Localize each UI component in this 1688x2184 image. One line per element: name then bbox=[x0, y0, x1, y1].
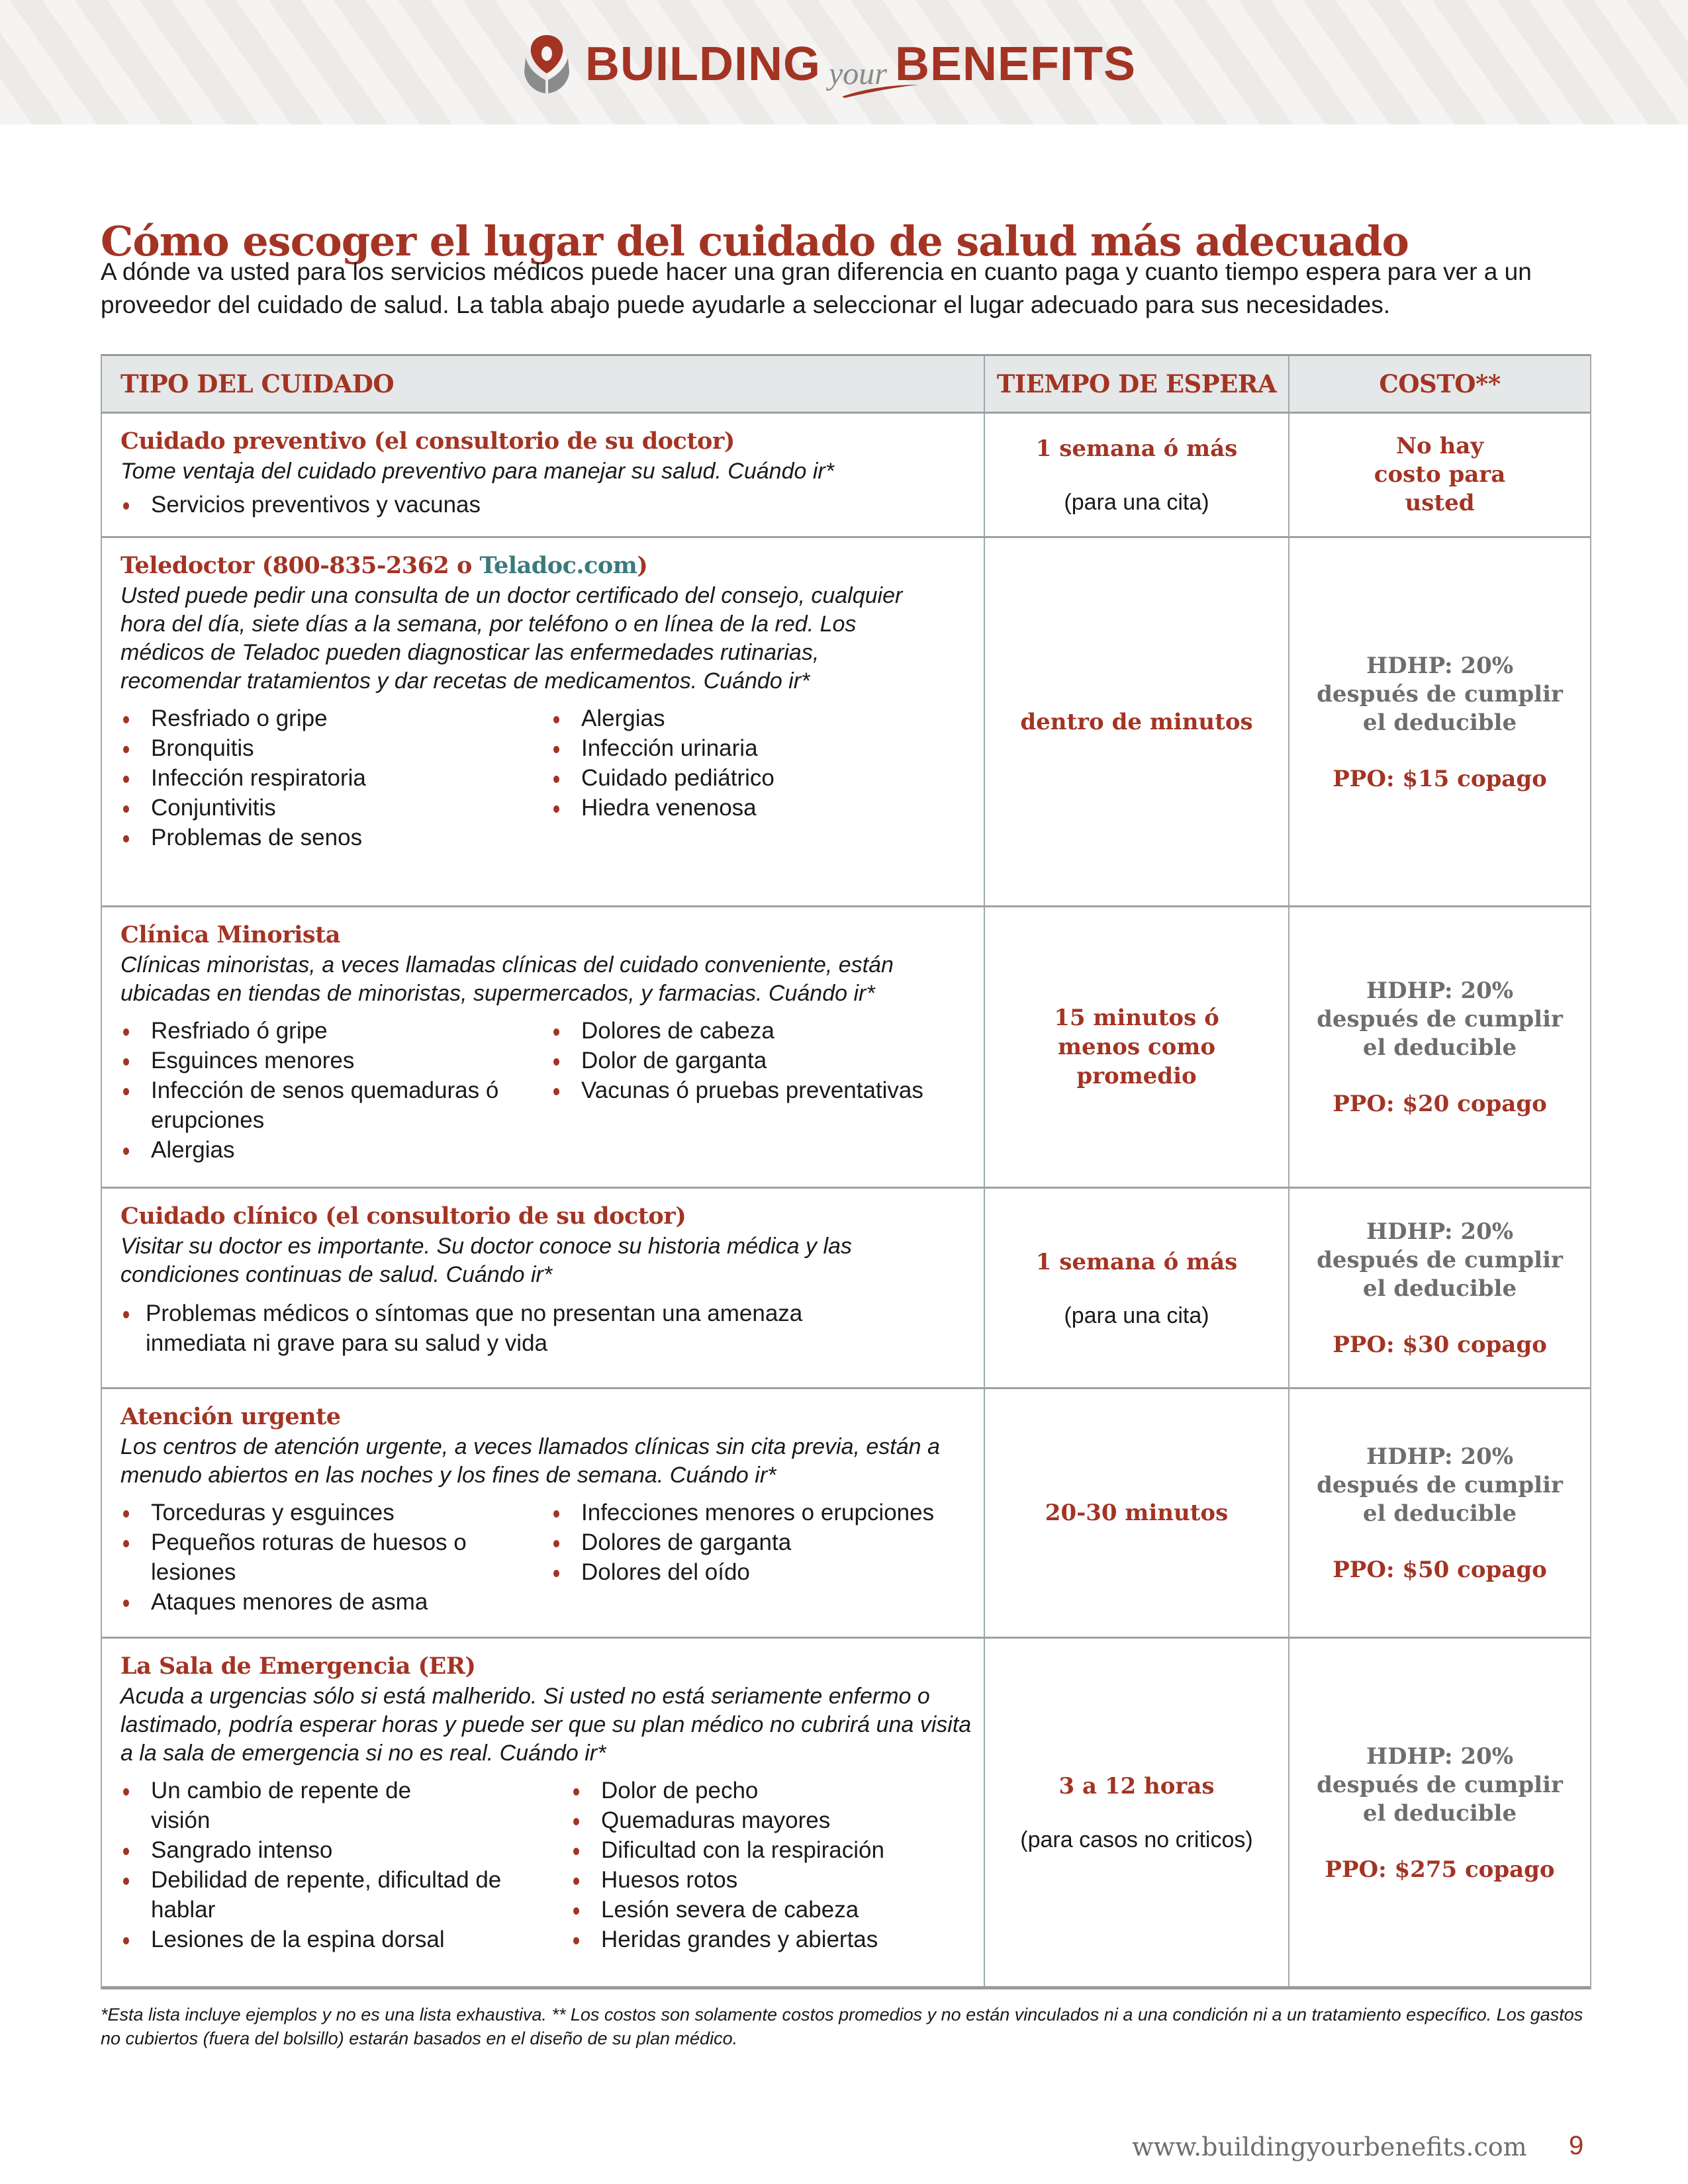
bullet-item: Infección de senos quemaduras ó erupciones bbox=[120, 1075, 528, 1135]
bullet-item: Servicios preventivos y vacunas bbox=[120, 490, 551, 520]
wait-note: (para una cita) bbox=[1064, 1302, 1209, 1328]
bullet-item: Heridas grandes y abiertas bbox=[571, 1925, 884, 1954]
bullet-list-left bbox=[120, 1016, 551, 1165]
bullet-item: Dificultad con la respiración bbox=[571, 1835, 884, 1865]
wait-time: 3 a 12 horas bbox=[1058, 1773, 1215, 1799]
bullet-item: Dolores del oído bbox=[551, 1557, 934, 1587]
row-description: Visitar su doctor es importante. Su doctor conoce su historia médica y las condiciones continuas de salud. Cuándo ir* bbox=[120, 1234, 852, 1287]
cost-hdhp: HDHP: 20% después de cumplir el deducible bbox=[1317, 1743, 1563, 1827]
row-description: Acuda a urgencias sólo si está malherido. Si usted no está seriamente enfermo o lastimado, podría esperar horas y puede ser que su plan médico no cubrirá una visita a la sala de emergencia si no es real. Cuándo ir* bbox=[120, 1684, 972, 1766]
bullet-list-left bbox=[120, 1776, 571, 1954]
wait-time: 1 semana ó más bbox=[1035, 435, 1238, 462]
bullet-item: Huesos rotos bbox=[571, 1865, 884, 1895]
bullet-columns bbox=[120, 1016, 965, 1165]
bullet-item: Dolor de garganta bbox=[551, 1046, 923, 1075]
bullet-list-left bbox=[120, 704, 551, 852]
logo-word-benefits: BENEFITS bbox=[894, 38, 1136, 91]
bullet-item: Torceduras y esguinces bbox=[120, 1498, 551, 1527]
table-row-urgent-care bbox=[102, 1389, 1590, 1639]
wait-time: 15 minutos ó menos como promedio bbox=[1054, 1005, 1219, 1089]
cost-hdhp: HDHP: 20% después de cumplir el deducible bbox=[1317, 652, 1563, 736]
wait-time: 1 semana ó más bbox=[1035, 1248, 1238, 1275]
bullet-item: Cuidado pediátrico bbox=[551, 763, 774, 793]
footnote: *Esta lista incluye ejemplos y no es una lista exhaustiva. ** Los costos son solamente costos promedios y no están vinculados ni a una condición ni a un tratamiento específico. Los gastos no cubiertos (fuera del bolsillo) estarán basados en el diseño de su plan médico. bbox=[101, 2005, 1583, 2048]
bullet-item: Dolor de pecho bbox=[571, 1776, 884, 1805]
care-options-table bbox=[101, 354, 1591, 1989]
row-title: Clínica Minorista bbox=[120, 921, 340, 948]
row-description: Clínicas minoristas, a veces llamadas clínicas del cuidado conveniente, están ubicadas en tiendas de minoristas, supermercados, y farmacias. Cuándo ir* bbox=[120, 952, 894, 1006]
bullet-item: Infecciones menores o erupciones bbox=[551, 1498, 934, 1527]
cost-ppo: PPO: $20 copago bbox=[1333, 1091, 1547, 1117]
bullet-item: Bronquitis bbox=[120, 733, 551, 763]
cost-ppo: PPO: $50 copago bbox=[1333, 1557, 1547, 1583]
bullet-item: Conjuntivitis bbox=[120, 793, 551, 823]
row-title-prefix: Teledoctor (800-835-2362 o bbox=[120, 552, 480, 579]
row-title-suffix: ) bbox=[637, 552, 648, 579]
logo-swoosh-icon bbox=[841, 83, 920, 98]
footer-website-link[interactable]: www.buildingyourbenefits.com bbox=[1132, 2132, 1527, 2161]
logo-word-building: BUILDING bbox=[585, 38, 821, 91]
bullet-item: Dolores de cabeza bbox=[551, 1016, 923, 1046]
wait-time: dentro de minutos bbox=[1020, 708, 1253, 735]
bullet-item: Hiedra venenosa bbox=[551, 793, 774, 823]
bullet-list-left bbox=[120, 1498, 551, 1617]
bullet-item: Pequeños roturas de huesos o lesiones bbox=[120, 1527, 522, 1587]
logo-word-your: your bbox=[828, 56, 887, 91]
column-header-wait: TIEMPO DE ESPERA bbox=[996, 369, 1277, 398]
bullet-item: Problemas médicos o síntomas que no presentan una amenaza inmediata ni grave para su salud y vida bbox=[120, 1298, 882, 1358]
row-title: Cuidado clínico (el consultorio de su doctor) bbox=[120, 1203, 686, 1230]
teladoc-link[interactable]: Teladoc.com bbox=[479, 552, 637, 579]
logo-person-icon bbox=[523, 34, 571, 95]
bullet-item: Quemaduras mayores bbox=[571, 1805, 884, 1835]
bullet-item: Dolores de garganta bbox=[551, 1527, 934, 1557]
bullet-item: Resfriado o gripe bbox=[120, 704, 551, 733]
row-title bbox=[120, 550, 965, 582]
bullet-columns bbox=[120, 704, 965, 852]
row-description: Usted puede pedir una consulta de un doctor certificado del consejo, cualquier hora del día, siete días a la semana, por teléfono o en línea de la red. Los médicos de Teladoc pueden diagnosticar las enfermedades rutinarias, recomendar tratamientos y dar recetas de medicamentos. Cuándo ir* bbox=[120, 583, 903, 694]
bullet-list bbox=[120, 490, 551, 520]
table-row-retail-clinic bbox=[102, 907, 1590, 1189]
bullet-list-right bbox=[551, 1498, 934, 1617]
row-title: La Sala de Emergencia (ER) bbox=[120, 1653, 476, 1680]
row-title: Cuidado preventivo (el consultorio de su doctor) bbox=[120, 428, 735, 455]
bullet-item: Resfriado ó gripe bbox=[120, 1016, 551, 1046]
page-title: Cómo escoger el lugar del cuidado de salud más adecuado bbox=[101, 216, 1409, 265]
column-header-type: TIPO DEL CUIDADO bbox=[120, 369, 395, 398]
bullet-item: Infección urinaria bbox=[551, 733, 774, 763]
bullet-item: Debilidad de repente, dificultad de hablar bbox=[120, 1865, 522, 1925]
bullet-list-right bbox=[551, 704, 774, 852]
bullet-item: Esguinces menores bbox=[120, 1046, 551, 1075]
bullet-item: Alergias bbox=[120, 1135, 551, 1165]
bullet-item: Vacunas ó pruebas preventativas bbox=[551, 1075, 923, 1105]
wait-time: 20-30 minutos bbox=[1045, 1500, 1229, 1526]
bullet-item: Problemas de senos bbox=[120, 823, 551, 852]
bullet-item: Lesión severa de cabeza bbox=[571, 1895, 884, 1925]
row-description: Los centros de atención urgente, a veces llamados clínicas sin cita previa, están a menudo abiertos en las noches y los fines de semana. Cuándo ir* bbox=[120, 1434, 940, 1488]
column-header-cost: COSTO** bbox=[1379, 369, 1501, 398]
bullet-item: Alergias bbox=[551, 704, 774, 733]
table-row-preventive bbox=[102, 414, 1590, 538]
bullet-list-right bbox=[571, 1776, 884, 1954]
cost-hdhp: HDHP: 20% después de cumplir el deducible bbox=[1317, 1443, 1563, 1527]
cost-ppo: PPO: $275 copago bbox=[1325, 1856, 1555, 1883]
cost-value: No hay costo para usted bbox=[1374, 433, 1506, 516]
cost-hdhp: HDHP: 20% después de cumplir el deducible bbox=[1317, 978, 1563, 1061]
bullet-list bbox=[120, 1298, 882, 1358]
row-title: Atención urgente bbox=[120, 1403, 341, 1430]
bullet-item: Lesiones de la espina dorsal bbox=[120, 1925, 571, 1954]
intro-paragraph: A dónde va usted para los servicios médicos puede hacer una gran diferencia en cuanto paga y cuanto tiempo espera para ver a un proveedor del cuidado de salud. La tabla abajo puede ayudarle a seleccionar el lugar adecuado para sus necesidades. bbox=[101, 258, 1532, 318]
brand-logo bbox=[523, 28, 1136, 101]
cost-ppo: PPO: $30 copago bbox=[1333, 1332, 1547, 1358]
bullet-item: Infección respiratoria bbox=[120, 763, 551, 793]
header-banner bbox=[0, 0, 1688, 124]
bullet-item: Un cambio de repente de visión bbox=[120, 1776, 429, 1835]
table-row-teledoctor bbox=[102, 538, 1590, 907]
cost-hdhp: HDHP: 20% después de cumplir el deducible bbox=[1317, 1218, 1563, 1302]
cost-ppo: PPO: $15 copago bbox=[1333, 765, 1547, 792]
bullet-item: Ataques menores de asma bbox=[120, 1587, 551, 1617]
row-description: Tome ventaja del cuidado preventivo para manejar su salud. Cuándo ir* bbox=[120, 459, 834, 484]
table-row-clinical-care bbox=[102, 1189, 1590, 1389]
table-header-row bbox=[102, 356, 1590, 414]
bullet-columns bbox=[120, 1498, 965, 1617]
wait-note: (para casos no criticos) bbox=[1020, 1827, 1253, 1852]
bullet-list-right bbox=[551, 1016, 923, 1165]
table-row-emergency-room bbox=[102, 1639, 1590, 1989]
bullet-item: Sangrado intenso bbox=[120, 1835, 571, 1865]
page-number: 9 bbox=[1569, 2131, 1584, 2160]
wait-note: (para una cita) bbox=[1064, 490, 1209, 515]
bullet-columns bbox=[120, 1776, 965, 1954]
